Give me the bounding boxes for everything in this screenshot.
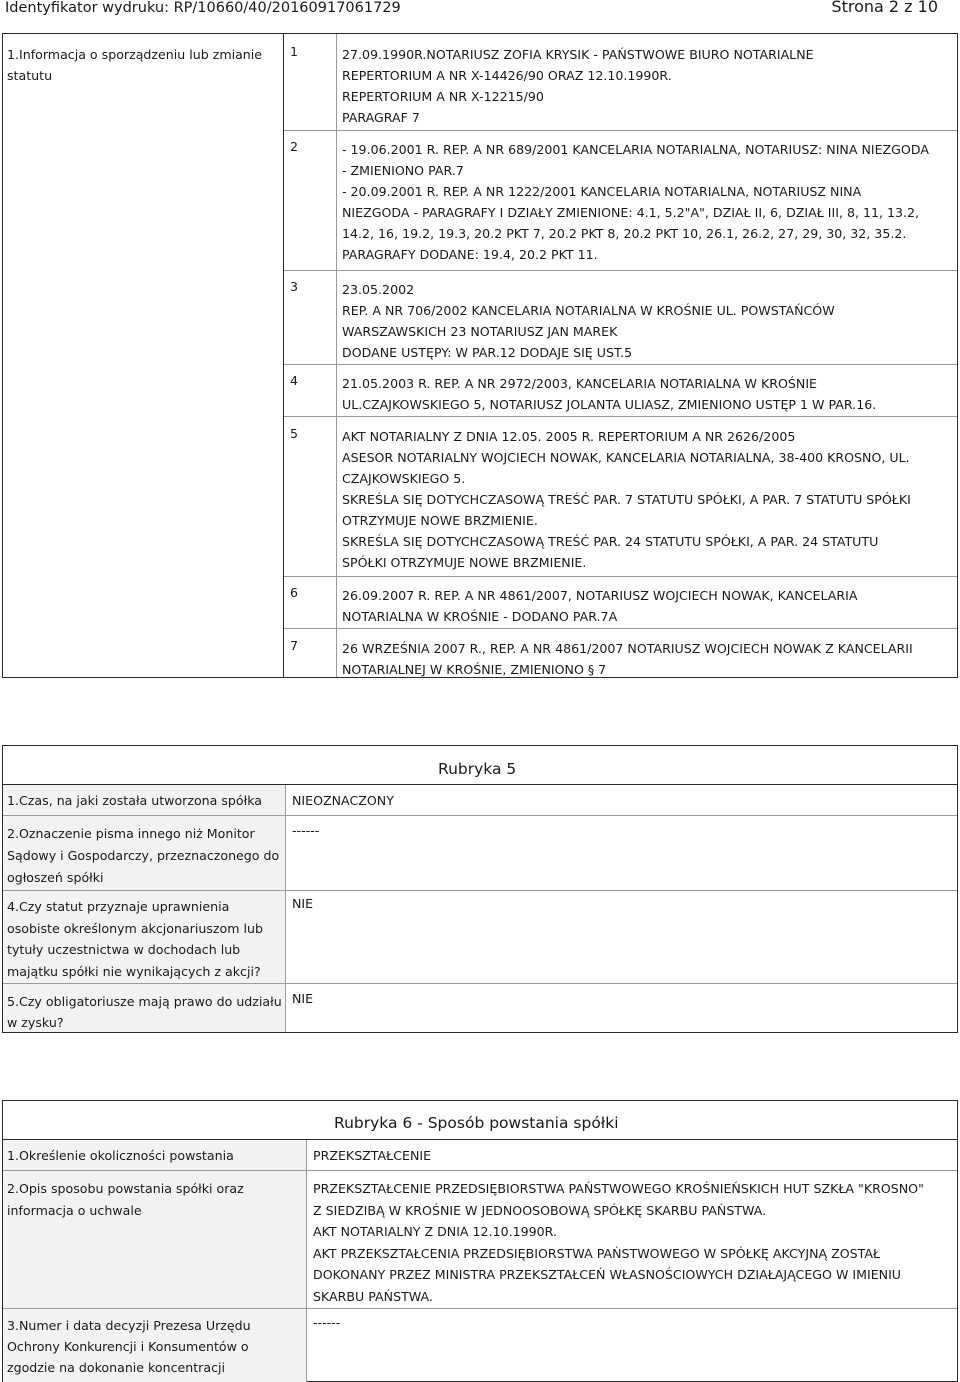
field-label: 3.Numer i data decyzji Prezesa Urzędu Ochrony Konkurencji i Konsumentów o zgodzie na dokonanie koncentracji: [7, 1318, 251, 1375]
rubryka-5-column-divider: [285, 785, 286, 1032]
row-divider: [3, 1308, 957, 1309]
entry-text: AKT NOTARIALNY Z DNIA 12.05. 2005 R. REPERTORIUM A NR 2626/2005 ASESOR NOTARIALNY WOJCIECH NOWAK, KANCELARIA NOTARIALNA, 38-400 KROSNO, UL. CZAJKOWSKIEGO 5. SKREŚLA SIĘ DOTYCHCZASOWĄ TREŚĆ PAR. 7 STATUTU SPÓŁKI, A PAR. 7 STATUTU SPÓŁKI OTRZYMUJE NOWE BRZMIENIE. SKREŚLA SIĘ DOTYCHCZASOWĄ TREŚĆ PAR. 24 STATUTU SPÓŁKI, A PAR. 24 STATUTU SPÓŁKI OTRZYMUJE NOWE BRZMIENIE.: [342, 429, 911, 570]
entry-text: - 19.06.2001 R. REP. A NR 689/2001 KANCELARIA NOTARIALNA, NOTARIUSZ: NINA NIEZGODA - ZMIENIONO PAR.7 - 20.09.2001 R. REP. A NR 1222/2001 KANCELARIA NOTARIALNA, NOTARIUSZ NINA NIEZGODA - PARAGRAFY I DZIAŁY ZMIENIONE: 4.1, 5.2"A", DZIAŁ II, 6, DZIAŁ III, 8, 11, 13.2, 14.2, 16, 19.2, 19.3, 20.2 PKT 7, 20.2 PKT 8, 20.2 PKT 10, 26.1, 26.2, 27, 29, 30, 32, 35.2. PARAGRAFY DODANE: 19.4, 20.2 PKT 11.: [342, 142, 929, 262]
entry-number: 2: [290, 139, 299, 154]
entry-divider: [284, 130, 957, 131]
field-value: NIE: [292, 896, 314, 911]
field-value: NIEOZNACZONY: [292, 793, 394, 808]
entry-text: 26.09.2007 R. REP. A NR 4861/2007, NOTARIUSZ WOJCIECH NOWAK, KANCELARIA NOTARIALNA W KROŚNIE - DODANO PAR.7A: [342, 588, 858, 624]
entry-divider: [284, 576, 957, 577]
entry-divider: [284, 364, 957, 365]
field-value: PRZEKSZTAŁCENIE PRZEDSIĘBIORSTWA PAŃSTWOWEGO KROŚNIEŃSKICH HUT SZKŁA "KROSNO" Z SIEDZIBĄ W KROŚNIE W JEDNOOSOBOWĄ SPÓŁKĘ SKARBU PAŃSTWA. AKT NOTARIALNY Z DNIA 12.10.1990R. AKT PRZEKSZTAŁCENIA PRZEDSIĘBIORSTWA PAŃSTWOWEGO W SPÓŁKĘ AKCYJNĄ ZOSTAŁ DOKONANY PRZEZ MINISTRA PRZEKSZTAŁCEŃ WŁASNOŚCIOWYCH DZIAŁAJĄCEGO W IMIENIU SKARBU PAŃSTWA.: [313, 1181, 924, 1304]
field-label: 1.Określenie okoliczności powstania: [7, 1148, 234, 1163]
rubryka-6-column-divider: [306, 1140, 307, 1382]
page-number: Strona 2 z 10: [831, 0, 938, 16]
rubryka-6-title: Rubryka 6 - Sposób powstania spółki: [334, 1114, 619, 1132]
field-label: 5.Czy obligatoriusze mają prawo do udziału w zysku?: [7, 994, 282, 1030]
rubryka-5-title: Rubryka 5: [438, 760, 517, 778]
row-divider: [3, 890, 957, 891]
entry-divider: [284, 416, 957, 417]
field-label: 4.Czy statut przyznaje uprawnienia osobiste określonym akcjonariuszom lub tytuły uczestnictwa w dochodach lub majątku spółki nie wynikających z akcji?: [7, 899, 263, 979]
print-identifier: Identyfikator wydruku: RP/10660/40/20160917061729: [5, 0, 401, 16]
field-label: 2.Oznaczenie pisma innego niż Monitor Sądowy i Gospodarczy, przeznaczonego do ogłoszeń spółki: [7, 826, 280, 885]
entry-divider: [284, 270, 957, 271]
entry-number: 5: [290, 426, 299, 441]
row-divider: [3, 815, 957, 816]
field-value: PRZEKSZTAŁCENIE: [313, 1148, 432, 1163]
entry-text: 21.05.2003 R. REP. A NR 2972/2003, KANCELARIA NOTARIALNA W KROŚNIE UL.CZAJKOWSKIEGO 5, NOTARIUSZ JOLANTA ULIASZ, ZMIENIONO USTĘP 1 W PAR.16.: [342, 376, 877, 412]
statute-label: 1.Informacja o sporządzeniu lub zmianie statutu: [7, 47, 263, 83]
entry-number: 7: [290, 638, 299, 653]
field-value: NIE: [292, 991, 314, 1006]
entry-divider: [284, 628, 957, 629]
field-value: ------: [313, 1315, 341, 1330]
field-value: ------: [292, 823, 320, 838]
entry-number: 6: [290, 585, 299, 600]
field-label: 1.Czas, na jaki została utworzona spółka: [7, 793, 262, 808]
field-label: 2.Opis sposobu powstania spółki oraz informacja o uchwale: [7, 1181, 244, 1218]
row-divider: [3, 1170, 957, 1171]
row-divider: [3, 983, 957, 984]
entry-number: 3: [290, 279, 299, 294]
entry-number: 4: [290, 373, 299, 388]
entry-text: 27.09.1990R.NOTARIUSZ ZOFIA KRYSIK - PAŃSTWOWE BIURO NOTARIALNE REPERTORIUM A NR X-14426/90 ORAZ 12.10.1990R. REPERTORIUM A NR X-12215/90 PARAGRAF 7: [342, 47, 814, 125]
entry-text: 26 WRZEŚNIA 2007 R., REP. A NR 4861/2007 NOTARIUSZ WOJCIECH NOWAK Z KANCELARII NOTARIALNEJ W KROŚNIE, ZMIENIONO § 7: [342, 641, 913, 677]
entry-text: 23.05.2002 REP. A NR 706/2002 KANCELARIA NOTARIALNA W KROŚNIE UL. POWSTAŃCÓW WARSZAWSKICH 23 NOTARIUSZ JAN MAREK DODANE USTĘPY: W PAR.12 DODAJE SIĘ UST.5: [342, 282, 835, 360]
entry-number: 1: [290, 44, 299, 59]
